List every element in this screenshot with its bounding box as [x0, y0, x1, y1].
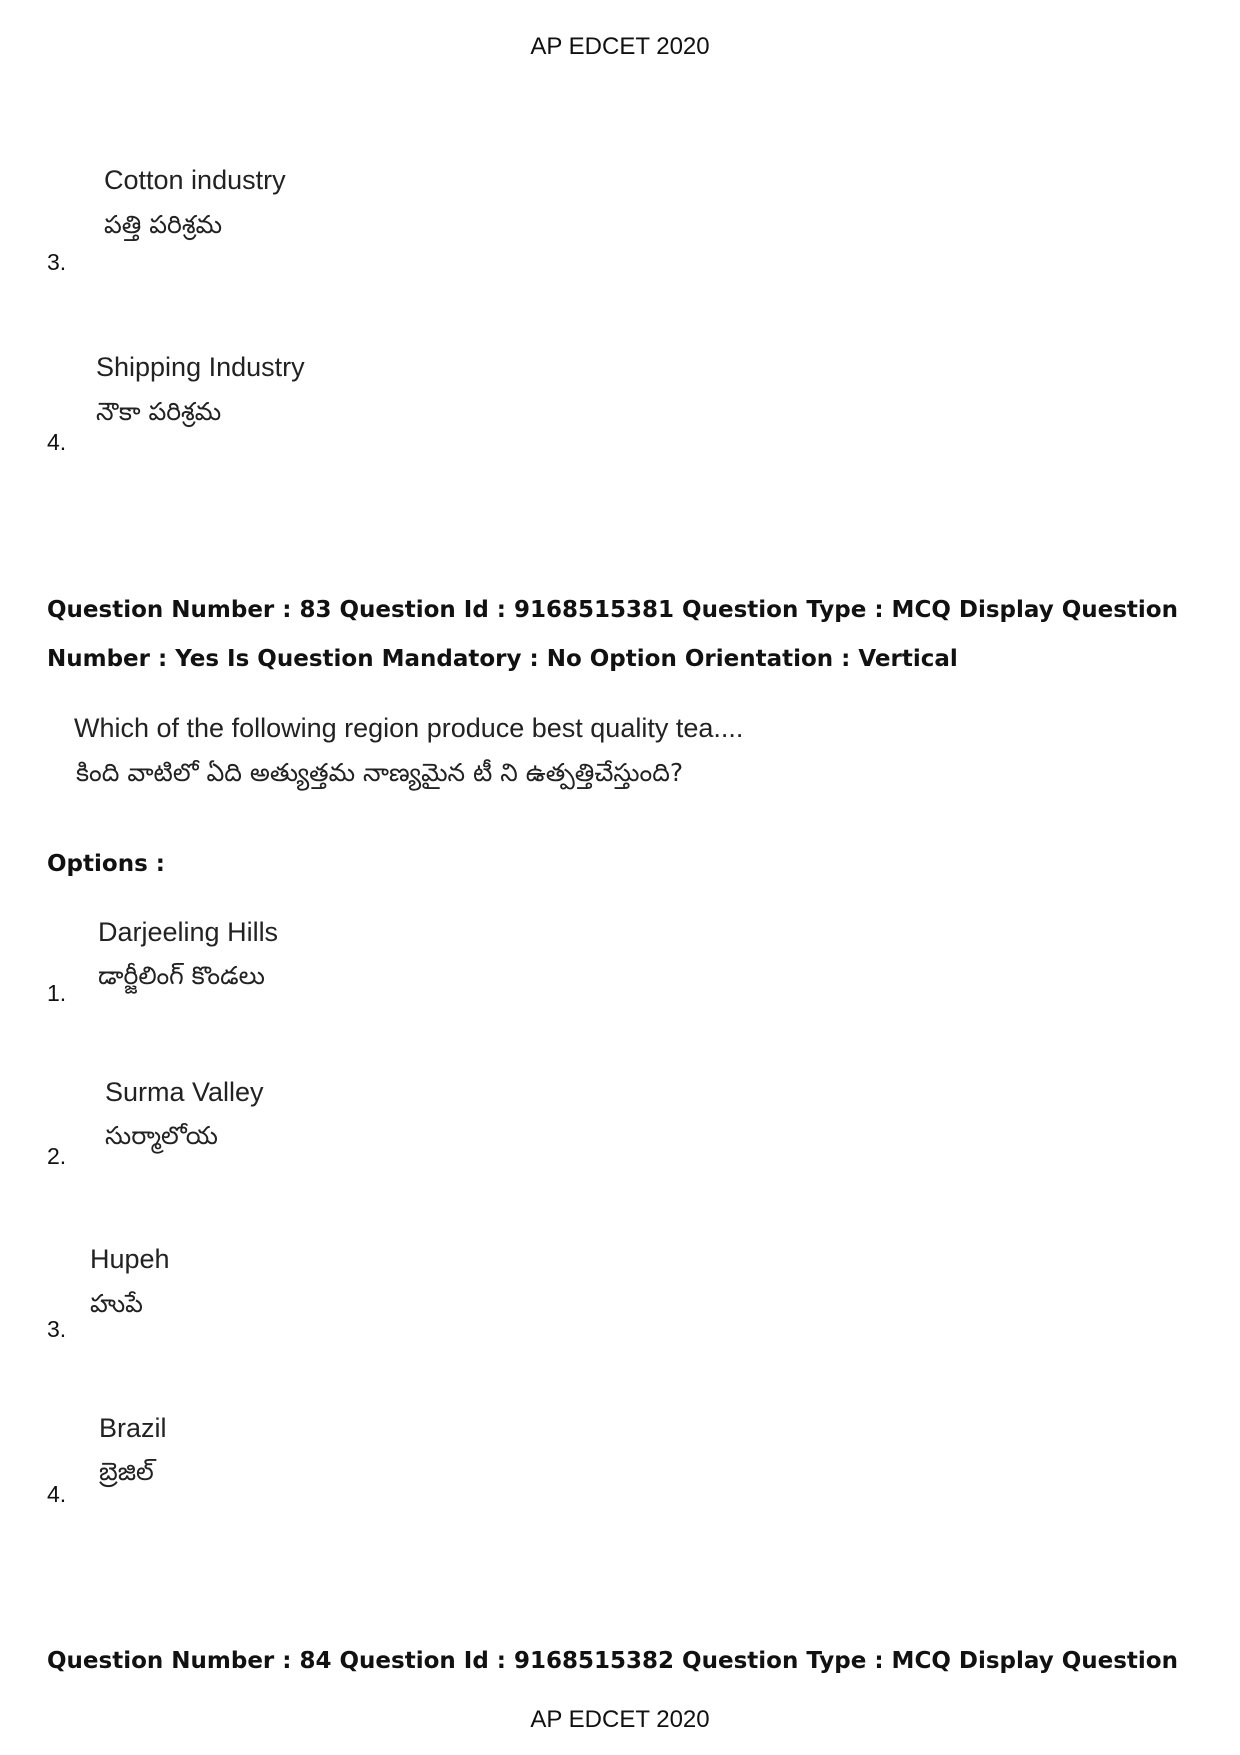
question-meta-line-1: Question Number : 84 Question Id : 9168515382 Question Type : MCQ Display Question — [47, 1648, 1178, 1674]
option-english-text: Brazil — [99, 1413, 167, 1443]
option-telugu-text: డార్జీలింగ్ కొండలు — [98, 961, 265, 990]
option-number: 2. — [47, 1143, 67, 1169]
option-english-text: Surma Valley — [105, 1077, 264, 1107]
page-footer: AP EDCET 2020 — [530, 1706, 710, 1733]
option-telugu-text: బ్రెజిల్ — [99, 1457, 154, 1486]
option-telugu-text: నౌకా పరిశ్రమ — [96, 397, 222, 426]
option-number: 4. — [47, 1481, 67, 1507]
option-english-text: Cotton industry — [104, 165, 286, 195]
option-english-text: Shipping Industry — [96, 352, 305, 382]
question-meta-line-1: Question Number : 83 Question Id : 9168515381 Question Type : MCQ Display Question — [47, 597, 1178, 623]
question-text-telugu: కింది వాటిలో ఏది అత్యుత్తమ నాణ్యమైన టీ ని ఉత్పత్తిచేస్తుంది? — [76, 758, 684, 787]
options-label: Options : — [47, 851, 165, 877]
option-english-text: Hupeh — [90, 1244, 170, 1274]
question-text-english: Which of the following region produce best quality tea.... — [74, 713, 744, 743]
option-number: 3. — [47, 1316, 67, 1342]
option-telugu-text: పత్తి పరిశ్రమ — [104, 210, 223, 239]
option-number: 3. — [47, 249, 67, 275]
page-header: AP EDCET 2020 — [530, 33, 710, 60]
option-number: 4. — [47, 429, 67, 455]
option-number: 1. — [47, 980, 67, 1006]
option-english-text: Darjeeling Hills — [98, 917, 279, 947]
option-telugu-text: హుపే — [90, 1289, 143, 1318]
option-telugu-text: సుర్మాలోయ — [105, 1121, 218, 1150]
question-meta-line-2: Number : Yes Is Question Mandatory : No Option Orientation : Vertical — [47, 646, 958, 672]
